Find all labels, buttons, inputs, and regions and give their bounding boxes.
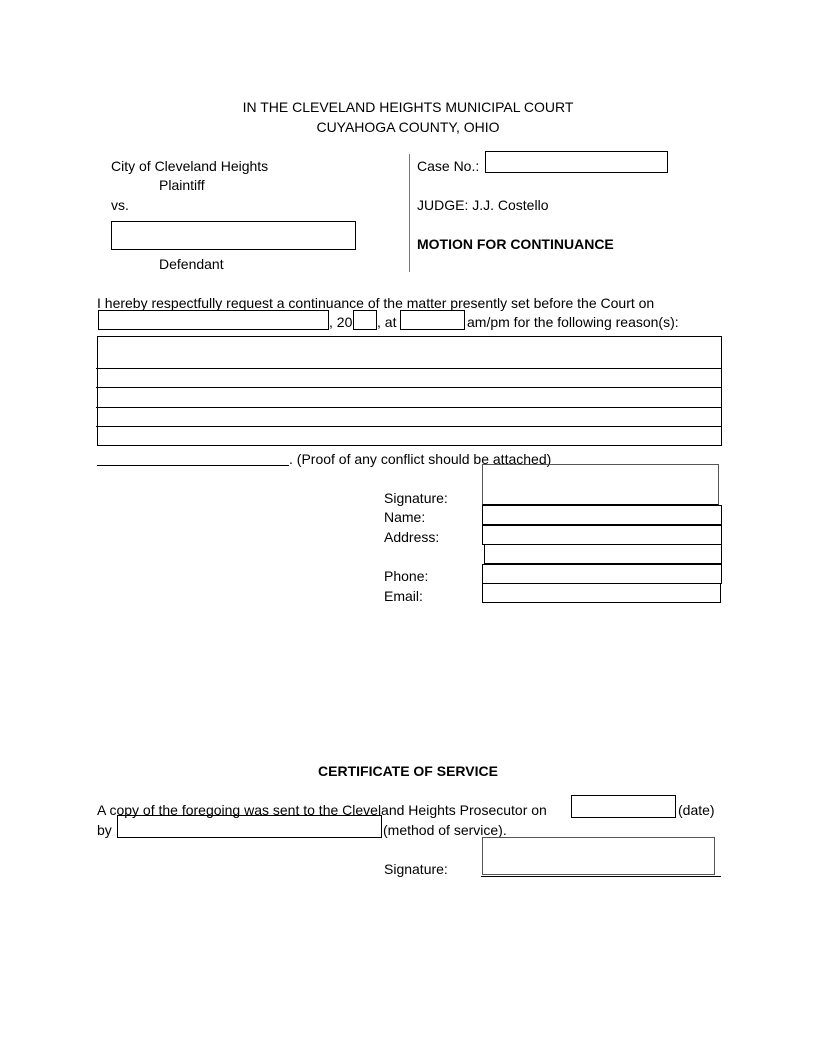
reason-row-divider bbox=[96, 426, 721, 427]
judge-label: JUDGE: J.J. Costello bbox=[417, 197, 549, 213]
time-input[interactable] bbox=[400, 310, 465, 330]
plaintiff-label: Plaintiff bbox=[159, 177, 205, 193]
plaintiff-name: City of Cleveland Heights bbox=[111, 158, 269, 174]
defendant-label: Defendant bbox=[159, 256, 224, 272]
reason-line-4[interactable] bbox=[100, 409, 719, 426]
by-label: by bbox=[97, 822, 112, 838]
phone-input[interactable] bbox=[482, 564, 722, 584]
name-label: Name: bbox=[384, 509, 426, 525]
reason-grid bbox=[97, 336, 722, 446]
ampm-reason-label: am/pm for the following reason(s): bbox=[467, 314, 679, 330]
county-name: CUYAHOGA COUNTY, OHIO bbox=[316, 119, 500, 135]
caption-divider bbox=[409, 154, 410, 272]
certificate-title: CERTIFICATE OF SERVICE bbox=[318, 763, 498, 779]
certificate-text: A copy of the foregoing was sent to the Cleveland Heights Prosecutor on bbox=[97, 802, 547, 818]
defendant-input[interactable] bbox=[111, 221, 356, 250]
request-line-1: I hereby respectfully request a continuance of the matter presently set before the Court on bbox=[97, 295, 655, 311]
certificate-signature-box[interactable] bbox=[482, 837, 715, 875]
reason-continuation-line bbox=[97, 465, 289, 466]
reason-row-divider bbox=[96, 407, 721, 408]
proof-note: . (Proof of any conflict should be attached) bbox=[289, 451, 552, 467]
case-no-label: Case No.: bbox=[417, 158, 480, 174]
date-suffix: (date) bbox=[678, 802, 715, 818]
email-label: Email: bbox=[384, 588, 423, 604]
name-input[interactable] bbox=[482, 505, 722, 525]
certificate-signature-label: Signature: bbox=[384, 861, 448, 877]
at-label: , at bbox=[377, 314, 397, 330]
year-prefix: , 20 bbox=[329, 314, 353, 330]
email-input[interactable] bbox=[482, 583, 721, 603]
reason-line-2[interactable] bbox=[100, 370, 719, 387]
address-line-2-input[interactable] bbox=[484, 544, 722, 564]
case-no-input[interactable] bbox=[485, 151, 668, 173]
address-label: Address: bbox=[384, 529, 440, 545]
signature-box[interactable] bbox=[482, 464, 719, 505]
reason-line-1[interactable] bbox=[100, 339, 719, 367]
phone-label: Phone: bbox=[384, 568, 429, 584]
year-input[interactable] bbox=[353, 310, 377, 330]
reason-row-divider bbox=[96, 387, 721, 388]
address-line-1-input[interactable] bbox=[482, 525, 722, 545]
reason-line-5[interactable] bbox=[100, 428, 719, 444]
method-suffix: (method of service). bbox=[383, 822, 507, 838]
vs-label: vs. bbox=[111, 197, 129, 213]
service-method-input[interactable] bbox=[117, 815, 382, 838]
motion-title: MOTION FOR CONTINUANCE bbox=[417, 236, 614, 252]
service-date-input[interactable] bbox=[571, 795, 676, 818]
court-name: IN THE CLEVELAND HEIGHTS MUNICIPAL COURT bbox=[242, 99, 574, 115]
reason-row-divider bbox=[96, 368, 721, 369]
certificate-signature-line bbox=[481, 876, 721, 877]
signature-label: Signature: bbox=[384, 490, 448, 506]
reason-line-3[interactable] bbox=[100, 389, 719, 406]
hearing-date-input[interactable] bbox=[98, 310, 329, 330]
